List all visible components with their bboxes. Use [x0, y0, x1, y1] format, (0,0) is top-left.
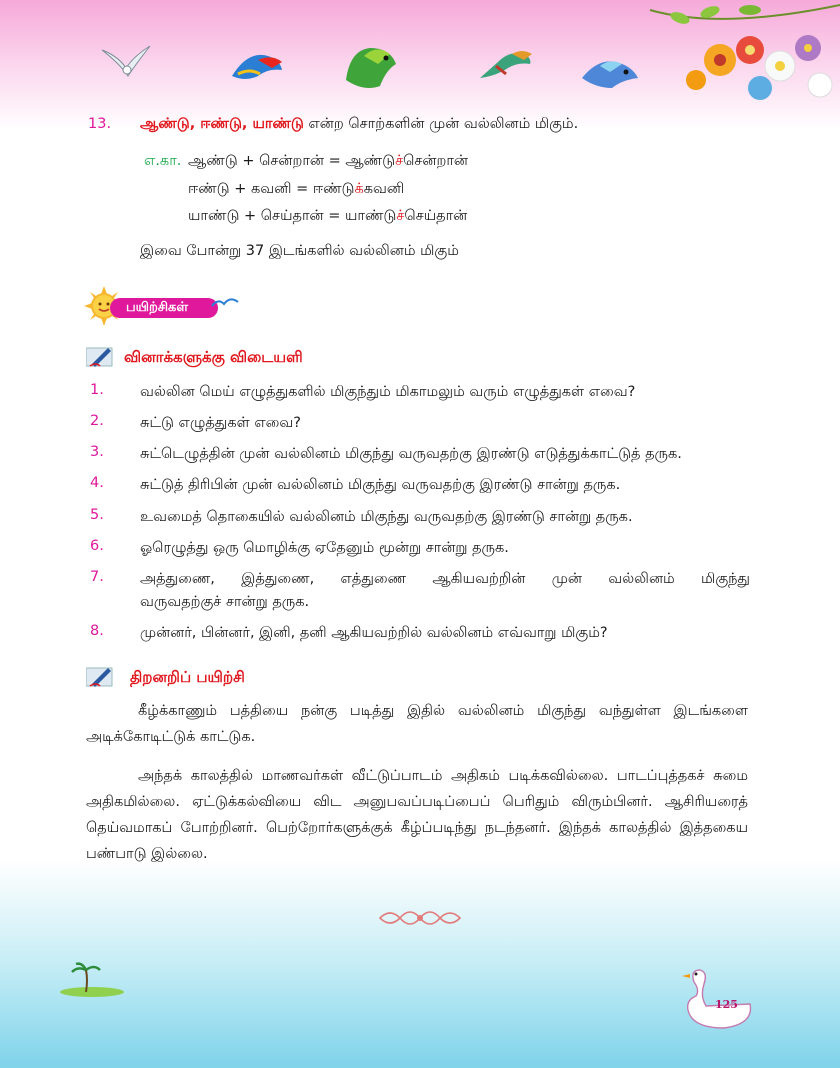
macaw-icon: [228, 46, 286, 86]
question-number: 6.: [90, 538, 104, 554]
seagull-icon: [100, 42, 152, 82]
rule-rest: என்ற சொற்களின் முன் வல்லினம் மிகும்.: [303, 116, 579, 132]
example-label: எ.கா.: [144, 153, 182, 169]
pen-writing-icon: [86, 664, 114, 688]
bee-eater-icon: [476, 42, 536, 82]
question-text: ஓரெழுத்து ஒரு மொழிக்கு ஏதேனும் மூன்று சான்று தருக.: [140, 540, 509, 556]
question-text: உவமைத் தொகையில் வல்லினம் மிகுந்து வருவதற்கு இரண்டு சான்று தருக.: [140, 509, 633, 525]
skill-title: திறனறிப் பயிற்சி: [130, 668, 245, 686]
question-number: 5.: [90, 507, 104, 523]
flowers-decoration-icon: [640, 0, 840, 110]
exercises-title: பயிற்சிகள்: [126, 300, 189, 315]
skill-instruction: கீழ்க்காணும் பத்தியை நன்கு படித்து இதில் வல்லினம் மிகுந்து வந்துள்ள இடங்களை அடிக்கோடிட்டுக் காட்டுக.: [86, 703, 748, 745]
question-number: 7.: [90, 569, 104, 585]
question-text: வல்லின மெய் எழுத்துகளில் மிகுந்தும் மிகாமலும் வரும் எழுத்துகள் எவை?: [140, 384, 636, 400]
question-number: 3.: [90, 444, 104, 460]
question-text: முன்னர், பின்னர், இனி, தனி ஆகியவற்றில் வல்லினம் எவ்வாறு மிகும்?: [140, 625, 608, 641]
rule-number: 13.: [88, 116, 112, 132]
island-icon: [56, 962, 128, 998]
qa-title: வினாக்களுக்கு விடையளி: [124, 348, 303, 366]
rule-highlight: ஆண்டு, ஈண்டு, யாண்டு: [140, 116, 304, 132]
question-number: 2.: [90, 413, 104, 429]
question-text: சுட்டு எழுத்துகள் எவை?: [140, 415, 301, 431]
question-text: அத்துணை, இத்துணை, எத்துணை ஆகியவற்றின் முன் வல்லினம் மிகுந்து: [140, 571, 750, 587]
roller-bird-icon: [580, 52, 642, 92]
parrot-icon: [340, 40, 400, 92]
question-text: சுட்டுத் திரிபின் முன் வல்லினம் மிகுந்து வருவதற்கு இரண்டு சான்று தருக.: [140, 477, 621, 493]
question-number: 8.: [90, 623, 104, 639]
example-line: ஈண்டு + கவனி = ஈண்டுக்கவனி: [188, 181, 405, 197]
summary-text: இவை போன்று 37 இடங்களில் வல்லினம் மிகும்: [140, 243, 459, 259]
example-line: யாண்டு + செய்தான் = யாண்டுச்செய்தான்: [188, 208, 468, 224]
question-number: 1.: [90, 382, 104, 398]
skill-passage: அந்தக் காலத்தில் மாணவர்கள் வீட்டுப்பாடம் அதிகம் படிக்கவில்லை. பாடப்புத்தகச் சுமை அதிகமில்லை. ஏட்டுக்கல்வியை விட அனுபவப்படிப்பைப் பெரிதும் விரும்பினர். ஆசிரியரைத் தெய்வமாகப் போற்றினர். பெற்றோர்களுக்குக் கீழ்ப்படிந்து நடந்தனர். இந்தக் காலத்தில் இத்தகைய பண்பாடு இல்லை.: [86, 768, 748, 862]
question-number: 4.: [90, 475, 104, 491]
rule-13-text: [140, 113, 578, 135]
page-number: 125: [715, 998, 738, 1011]
example-line: ஆண்டு + சென்றான் = ஆண்டுச்சென்றான்: [188, 153, 468, 169]
birds-icon: [210, 294, 240, 312]
question-text: வருவதற்குச் சான்று தருக.: [140, 594, 310, 610]
question-text: சுட்டெழுத்தின் முன் வல்லினம் மிகுந்து வருவதற்கு இரண்டு எடுத்துக்காட்டுத் தருக.: [140, 446, 682, 462]
pen-writing-icon: [86, 344, 114, 368]
ornament-icon: [378, 906, 462, 930]
